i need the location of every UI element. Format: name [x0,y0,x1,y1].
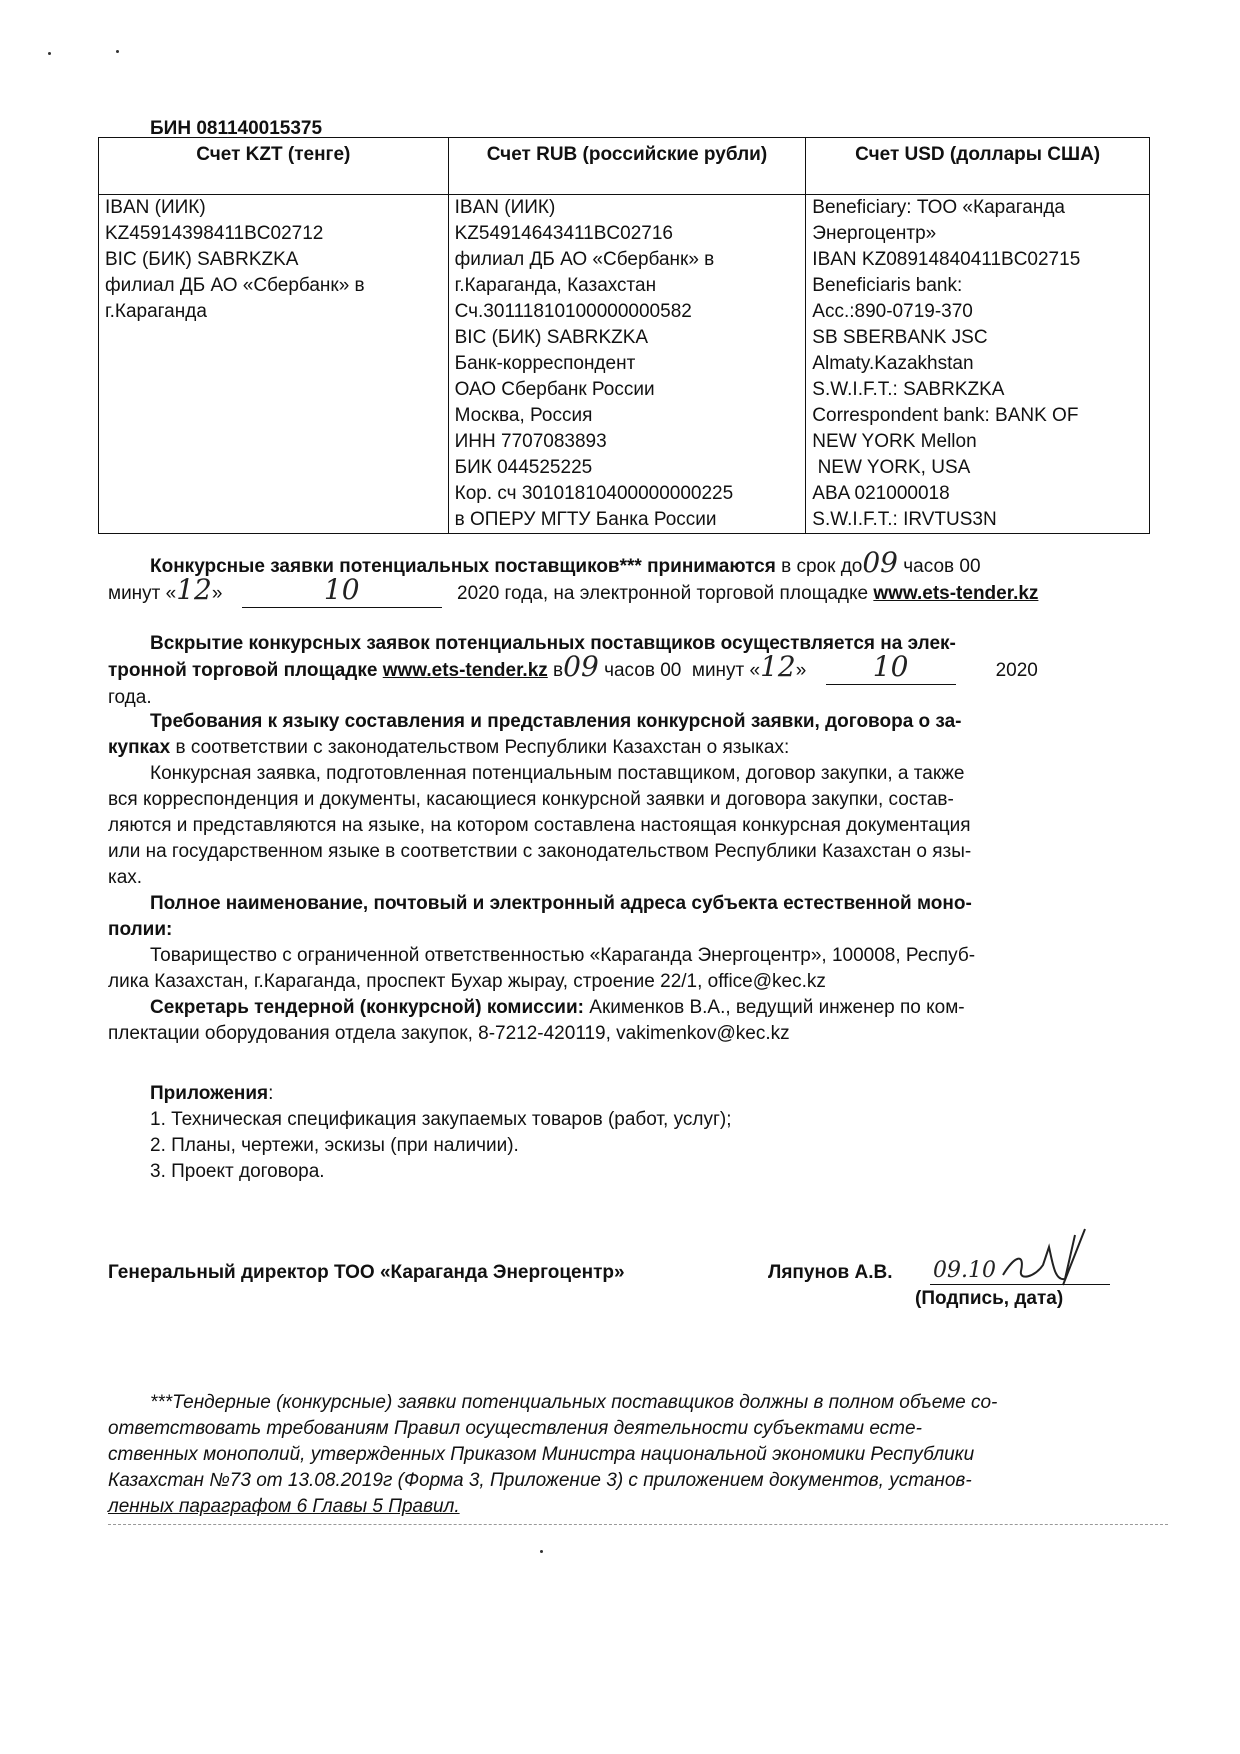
handwritten-month: 10 [323,573,360,606]
bank-accounts-table [98,137,1150,534]
tender-site-link[interactable]: www.ets-tender.kz [873,583,1039,604]
entity-line: Товарищество с ограниченной ответственностью «Караганда Энергоцентр», 100008, Респуб- [150,945,976,966]
kzt-line: KZ45914398411BC02712 [105,223,324,244]
opening-text: » [795,660,807,681]
usd-line: SB SBERBANK JSC [812,327,988,348]
entity-bold: Полное наименование, почтовый и электронный адреса субъекта естественной моно- [150,893,972,914]
handwritten-day: 12 [760,650,796,683]
tender-site-link[interactable]: www.ets-tender.kz [382,660,548,681]
opening-bold: Вскрытие конкурсных заявок потенциальных поставщиков осуществляется на элек- [150,633,956,654]
language-line: или на государственном языке в соответствии с законодательством Республики Казахстан о язы- [108,841,972,862]
rub-line: ОАО Сбербанк России [454,379,655,400]
submission-bold: Конкурсные заявки потенциальных поставщиков*** принимаются [150,556,776,577]
footnote-line: ленных параграфом 6 Главы 5 Правил. [108,1496,460,1517]
usd-account-cell [806,195,1150,534]
table-header-row [99,138,1150,195]
submission-text: часов 00 [898,556,981,577]
usd-line: Энергоцентр» [812,223,937,244]
handwritten-month: 10 [872,650,909,683]
rub-line: БИК 044525225 [454,457,593,478]
rub-line: KZ54914643411BC02716 [454,223,673,244]
kzt-line: BIC (БИК) SABRKZKA [105,249,299,270]
usd-line: ABA 021000018 [812,483,950,504]
header-usd: Счет USD (доллары США) [806,138,1150,195]
attachment-item: 2. Планы, чертежи, эскизы (при наличии). [150,1135,519,1156]
attachments-section [108,1081,1150,1185]
attachments-colon: : [268,1083,274,1104]
usd-line: NEW YORK, USA [812,457,971,478]
submission-text: 2020 года, на электронной торговой площадке [457,583,874,604]
rub-account-cell [448,195,806,534]
rub-line: Москва, Россия [454,405,593,426]
usd-line: Beneficiary: ТОО «Караганда [812,197,1065,218]
handwritten-day: 12 [176,573,212,606]
submission-text: в срок до [775,556,863,577]
submission-paragraph [108,546,1150,608]
rub-line: филиал ДБ АО «Сбербанк» в [454,249,715,270]
rub-line: BIC (БИК) SABRKZKA [454,327,649,348]
usd-line: S.W.I.F.T.: SABRKZKA [812,379,1005,400]
language-line: ляются и представляются на языке, на котором составлена настоящая конкурсная документация [108,815,971,836]
attachment-item: 1. Техническая спецификация закупаемых товаров (работ, услуг); [150,1109,732,1130]
signature-date: 09.10 [933,1258,996,1283]
usd-line: Correspondent bank: BANK OF [812,405,1079,426]
table-row [99,195,1150,534]
opening-year: 2020 [995,660,1038,681]
usd-line: S.W.I.F.T.: IRVTUS3N [812,509,997,530]
language-line: вся корреспонденция и документы, касающиеся конкурсной заявки и договора закупки, состав- [108,789,954,810]
language-bold: Требования к языку составления и представления конкурсной заявки, договора о за- [150,711,962,732]
secretary-label: Секретарь тендерной (конкурсной) комиссии: [150,997,584,1018]
usd-line: IBAN KZ08914840411BC02715 [812,249,1081,270]
rub-line: г.Караганда, Казахстан [454,275,657,296]
footnote-line: ***Тендерные (конкурсные) заявки потенциальных поставщиков должны в полном объеме со- [150,1392,998,1413]
usd-line: Beneficiaris bank: [812,275,963,296]
rub-line: Сч.30111810100000000582 [454,301,692,322]
language-text: в соответствии с законодательством Республики Казахстан о языках: [170,737,790,758]
secretary-text: Акименков В.А., ведущий инженер по ком- [584,997,965,1018]
scan-speck [540,1550,543,1553]
footnote-line: Казахстан №73 от 13.08.2019г (Форма 3, Приложение 3) с приложением документов, установ- [108,1470,972,1491]
secretary-text: плектации оборудования отдела закупок, 8-7212-420119, vakimenkov@kec.kz [108,1023,790,1044]
handwritten-hour: 09 [862,546,898,579]
director-position: Генеральный директор ТОО «Караганда Энергоцентр» [108,1262,625,1283]
footnote-line: ственных монополий, утвержденных Приказом Министра национальной экономики Республики [108,1444,975,1465]
opening-text: года. [108,687,152,708]
usd-line: NEW YORK Mellon [812,431,977,452]
attachments-title: Приложения [150,1083,269,1104]
handwritten-hour: 09 [563,650,599,683]
rub-line: Банк-корреспондент [454,353,636,374]
header-kzt: Счет KZT (тенге) [99,138,449,195]
submission-text: » [211,583,223,604]
rub-line: IBAN (ИИК) [454,197,556,218]
attachment-item: 3. Проект договора. [150,1161,325,1182]
entity-paragraph [108,891,1150,1047]
header-rub: Счет RUB (российские рубли) [448,138,806,195]
rub-line: ИНН 7707083893 [454,431,607,452]
signature-line [930,1284,1110,1285]
signature-caption: (Подпись, дата) [915,1288,1064,1309]
scan-speck [116,50,119,53]
language-line: ках. [108,867,143,888]
opening-text: в [547,660,564,681]
entity-bold: полии: [108,919,173,940]
bin-number: БИН 081140015375 [150,118,323,139]
footnote [108,1390,1150,1520]
language-paragraph [108,709,1150,891]
opening-bold: тронной торговой площадке [108,660,383,681]
usd-line: Almaty.Kazakhstan [812,353,974,374]
director-name: Ляпунов А.В. [768,1262,893,1283]
scan-edge-line [108,1524,1168,1525]
language-bold: купках [108,737,171,758]
usd-line: Acc.:890-0719-370 [812,301,973,322]
rub-line: Кор. сч 30101810400000000225 [454,483,734,504]
entity-line: лика Казахстан, г.Караганда, проспект Бухар жырау, строение 22/1, office@kec.kz [108,971,826,992]
submission-text: минут « [108,583,177,604]
scan-speck [48,52,51,55]
kzt-account-cell [99,195,449,534]
kzt-line: филиал ДБ АО «Сбербанк» в [105,275,365,296]
opening-paragraph [108,631,1150,711]
language-line: Конкурсная заявка, подготовленная потенциальным поставщиком, договор закупки, а также [150,763,965,784]
kzt-line: г.Караганда [105,301,207,322]
footnote-line: ответствовать требованиям Правил осуществления деятельности субъектами есте- [108,1418,922,1439]
kzt-line: IBAN (ИИК) [105,197,206,218]
opening-text: часов 00 минут « [598,660,761,681]
rub-line: в ОПЕРУ МГТУ Банка России [454,509,717,530]
